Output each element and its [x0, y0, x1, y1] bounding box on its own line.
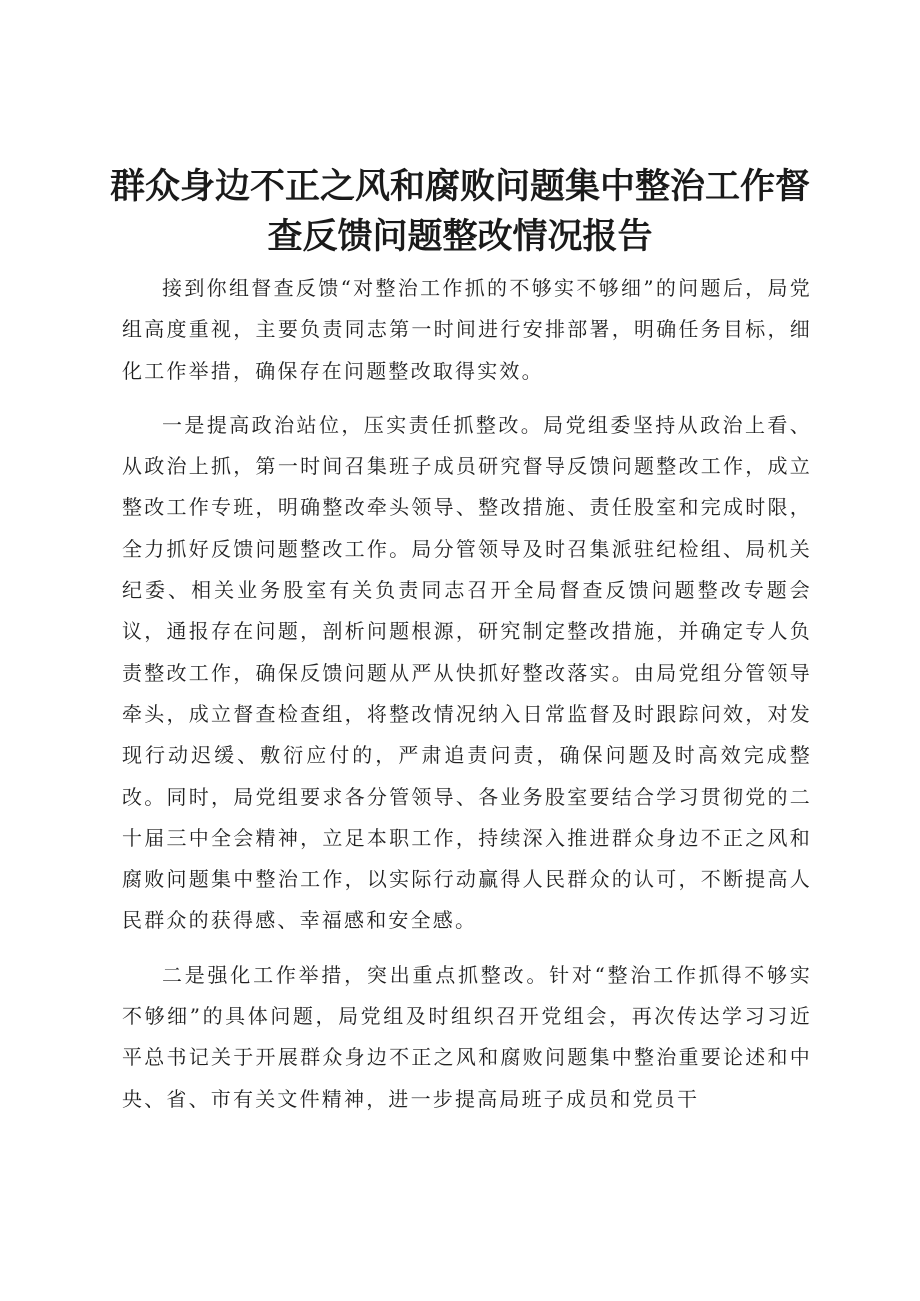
paragraph-intro: 接到你组督查反馈“对整治工作抓的不够实不够细”的问题后，局党组高度重视，主要负责同志第一时间进行安排部署，明确任务目标，细化工作举措，确保存在问题整改取得实效。 [122, 276, 812, 383]
document-title: 群众身边不正之风和腐败问题集中整治工作督查反馈问题整改情况报告 [109, 167, 810, 257]
document-body [122, 268, 812, 1133]
paragraph-point-two: 二是强化工作举措，突出重点抓整改。针对“整治工作抓得不够实不够细”的具体问题，局党组及时组织召开党组会，再次传达学习习近平总书记关于开展群众身边不正之风和腐败问题集中整治重要论述和中央、省、市有关文件精神，进一步提高局班子成员和党员干 [122, 962, 812, 1111]
paragraph-point-one: 一是提高政治站位，压实责任抓整改。局党组委坚持从政治上看、从政治上抓，第一时间召集班子成员研究督导反馈问题整改工作，成立整改工作专班，明确整改牵头领导、整改措施、责任股室和完成时限，全力抓好反馈问题整改工作。局分管领导及时召集派驻纪检组、局机关纪委、相关业务股室有关负责同志召开全局督查反馈问题整改专题会议，通报存在问题，剖析问题根源，研究制定整改措施，并确定专人负责整改工作，确保反馈问题从严从快抓好整改落实。由局党组分管领导牵头，成立督查检查组，将整改情况纳入日常监督及时跟踪问效，对发现行动迟缓、敷衍应付的，严肃追责问责，确保问题及时高效完成整改。同时，局党组要求各分管领导、各业务股室要结合学习贯彻党的二十届三中全会精神，立足本职工作，持续深入推进群众身边不正之风和腐败问题集中整治工作，以实际行动赢得人民群众的认可，不断提高人民群众的获得感、幸福感和安全感。 [122, 412, 812, 933]
